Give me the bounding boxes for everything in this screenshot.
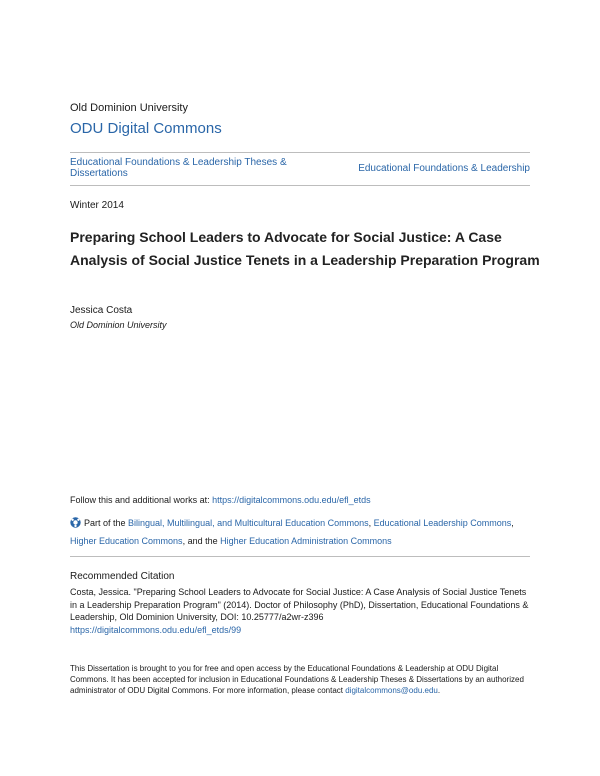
network-icon — [70, 516, 81, 527]
divider — [70, 185, 530, 186]
part-of-prefix: Part of the — [84, 518, 129, 528]
part-of-line — [70, 514, 532, 550]
contact-email-link[interactable]: digitalcommons@odu.edu — [345, 686, 438, 695]
collection-link-department[interactable]: Educational Foundations & Leadership — [358, 163, 530, 174]
follow-line — [70, 495, 371, 505]
discipline-link-bilingual[interactable]: Bilingual, Multilingual, and Multicultural Education Commons — [128, 518, 369, 528]
discipline-link-higher-ed-admin[interactable]: Higher Education Administration Commons — [220, 536, 392, 546]
access-notice-end: . — [437, 686, 441, 695]
citation-heading: Recommended Citation — [70, 571, 175, 582]
institution-name: Old Dominion University — [70, 102, 188, 114]
citation-text: Costa, Jessica. "Preparing School Leaders to Advocate for Social Justice: A Case Analysis of Social Justice Tenets in a Leadership Preparation Program" (2014). Doctor of Philosophy (PhD), Dissertation, Educational Foundations & Leadership, Old Dominion University, DOI: 10.25777/a2wr-z396 — [70, 587, 529, 622]
citation-block — [70, 586, 532, 636]
follow-link[interactable]: https://digitalcommons.odu.edu/efl_etds — [212, 495, 371, 505]
separator: , — [368, 518, 374, 528]
author-affiliation: Old Dominion University — [70, 320, 167, 330]
author-name: Jessica Costa — [70, 305, 133, 316]
collection-link-theses[interactable]: Educational Foundations & Leadership Theses & Dissertations — [70, 157, 287, 179]
citation-link[interactable]: https://digitalcommons.odu.edu/efl_etds/99 — [70, 624, 242, 635]
publication-date: Winter 2014 — [70, 200, 124, 211]
repository-link[interactable]: ODU Digital Commons — [70, 120, 222, 137]
separator: , and the — [182, 536, 221, 546]
separator: , — [511, 518, 514, 528]
access-notice — [70, 663, 532, 696]
document-title: Preparing School Leaders to Advocate for Social Justice: A Case Analysis of Social Justice Tenets in a Leadership Preparation Program — [70, 229, 540, 268]
divider — [70, 152, 530, 153]
discipline-link-higher-education[interactable]: Higher Education Commons — [70, 536, 183, 546]
divider — [70, 556, 530, 557]
discipline-link-educational-leadership[interactable]: Educational Leadership Commons — [373, 518, 512, 528]
follow-prefix: Follow this and additional works at: — [70, 495, 213, 505]
access-notice-text: This Dissertation is brought to you for free and open access by the Educational Foundations & Leadership at ODU Digital Commons. It has been accepted for inclusion in Educational Foundations & Leadership Theses & Dissertations by an authorized administrator of ODU Digital Commons. For more information, please contact — [70, 664, 524, 695]
